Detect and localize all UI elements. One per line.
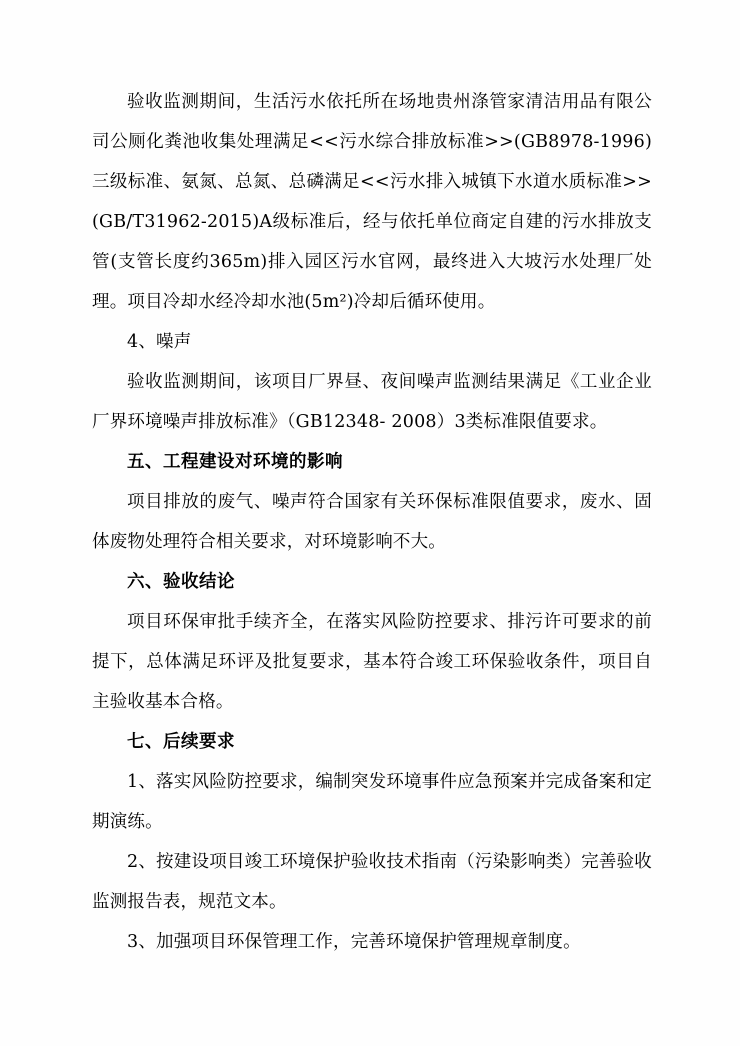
paragraph-item-4-noise: 4、噪声	[127, 332, 192, 352]
paragraph-noise: 验收监测期间，该项目厂界昼、夜间噪声监测结果满足《工业企业厂界环境噪声排放标准》（GB12348- 2008）3类标准限值要求。	[92, 372, 652, 432]
heading-section-seven: 七、后续要求	[127, 732, 235, 752]
heading-section-six: 六、验收结论	[127, 572, 235, 592]
paragraph-requirement-1: 1、落实风险防控要求，编制突发环境事件应急预案并完成备案和定期演练。	[92, 772, 652, 832]
heading-section-five: 五、工程建设对环境的影响	[127, 452, 343, 472]
paragraph-requirement-2: 2、按建设项目竣工环境保护验收技术指南（污染影响类）完善验收监测报告表，规范文本。	[92, 852, 652, 912]
document-body	[92, 82, 652, 962]
paragraph-environmental-impact: 项目排放的废气、噪声符合国家有关环保标准限值要求，废水、固体废物处理符合相关要求，对环境影响不大。	[92, 492, 652, 552]
paragraph-requirement-3: 3、加强项目环保管理工作，完善环境保护管理规章制度。	[127, 932, 581, 952]
paragraph-wastewater: 验收监测期间，生活污水依托所在场地贵州涤管家清洁用品有限公司公厕化粪池收集处理满足<<污水综合排放标准>>(GB8978-1996)三级标准、氨氮、总氮、总磷满足<<污水排入城镇下水道水质标准>>(GB/T31962-2015)A级标准后，经与依托单位商定自建的污水排放支管(支管长度约365m)排入园区污水官网，最终进入大坡污水处理厂处理。项目冷却水经冷却水池(5m²)冷却后循环使用。	[92, 92, 652, 312]
paragraph-acceptance-conclusion: 项目环保审批手续齐全，在落实风险防控要求、排污许可要求的前提下，总体满足环评及批复要求，基本符合竣工环保验收条件，项目自主验收基本合格。	[92, 612, 652, 712]
